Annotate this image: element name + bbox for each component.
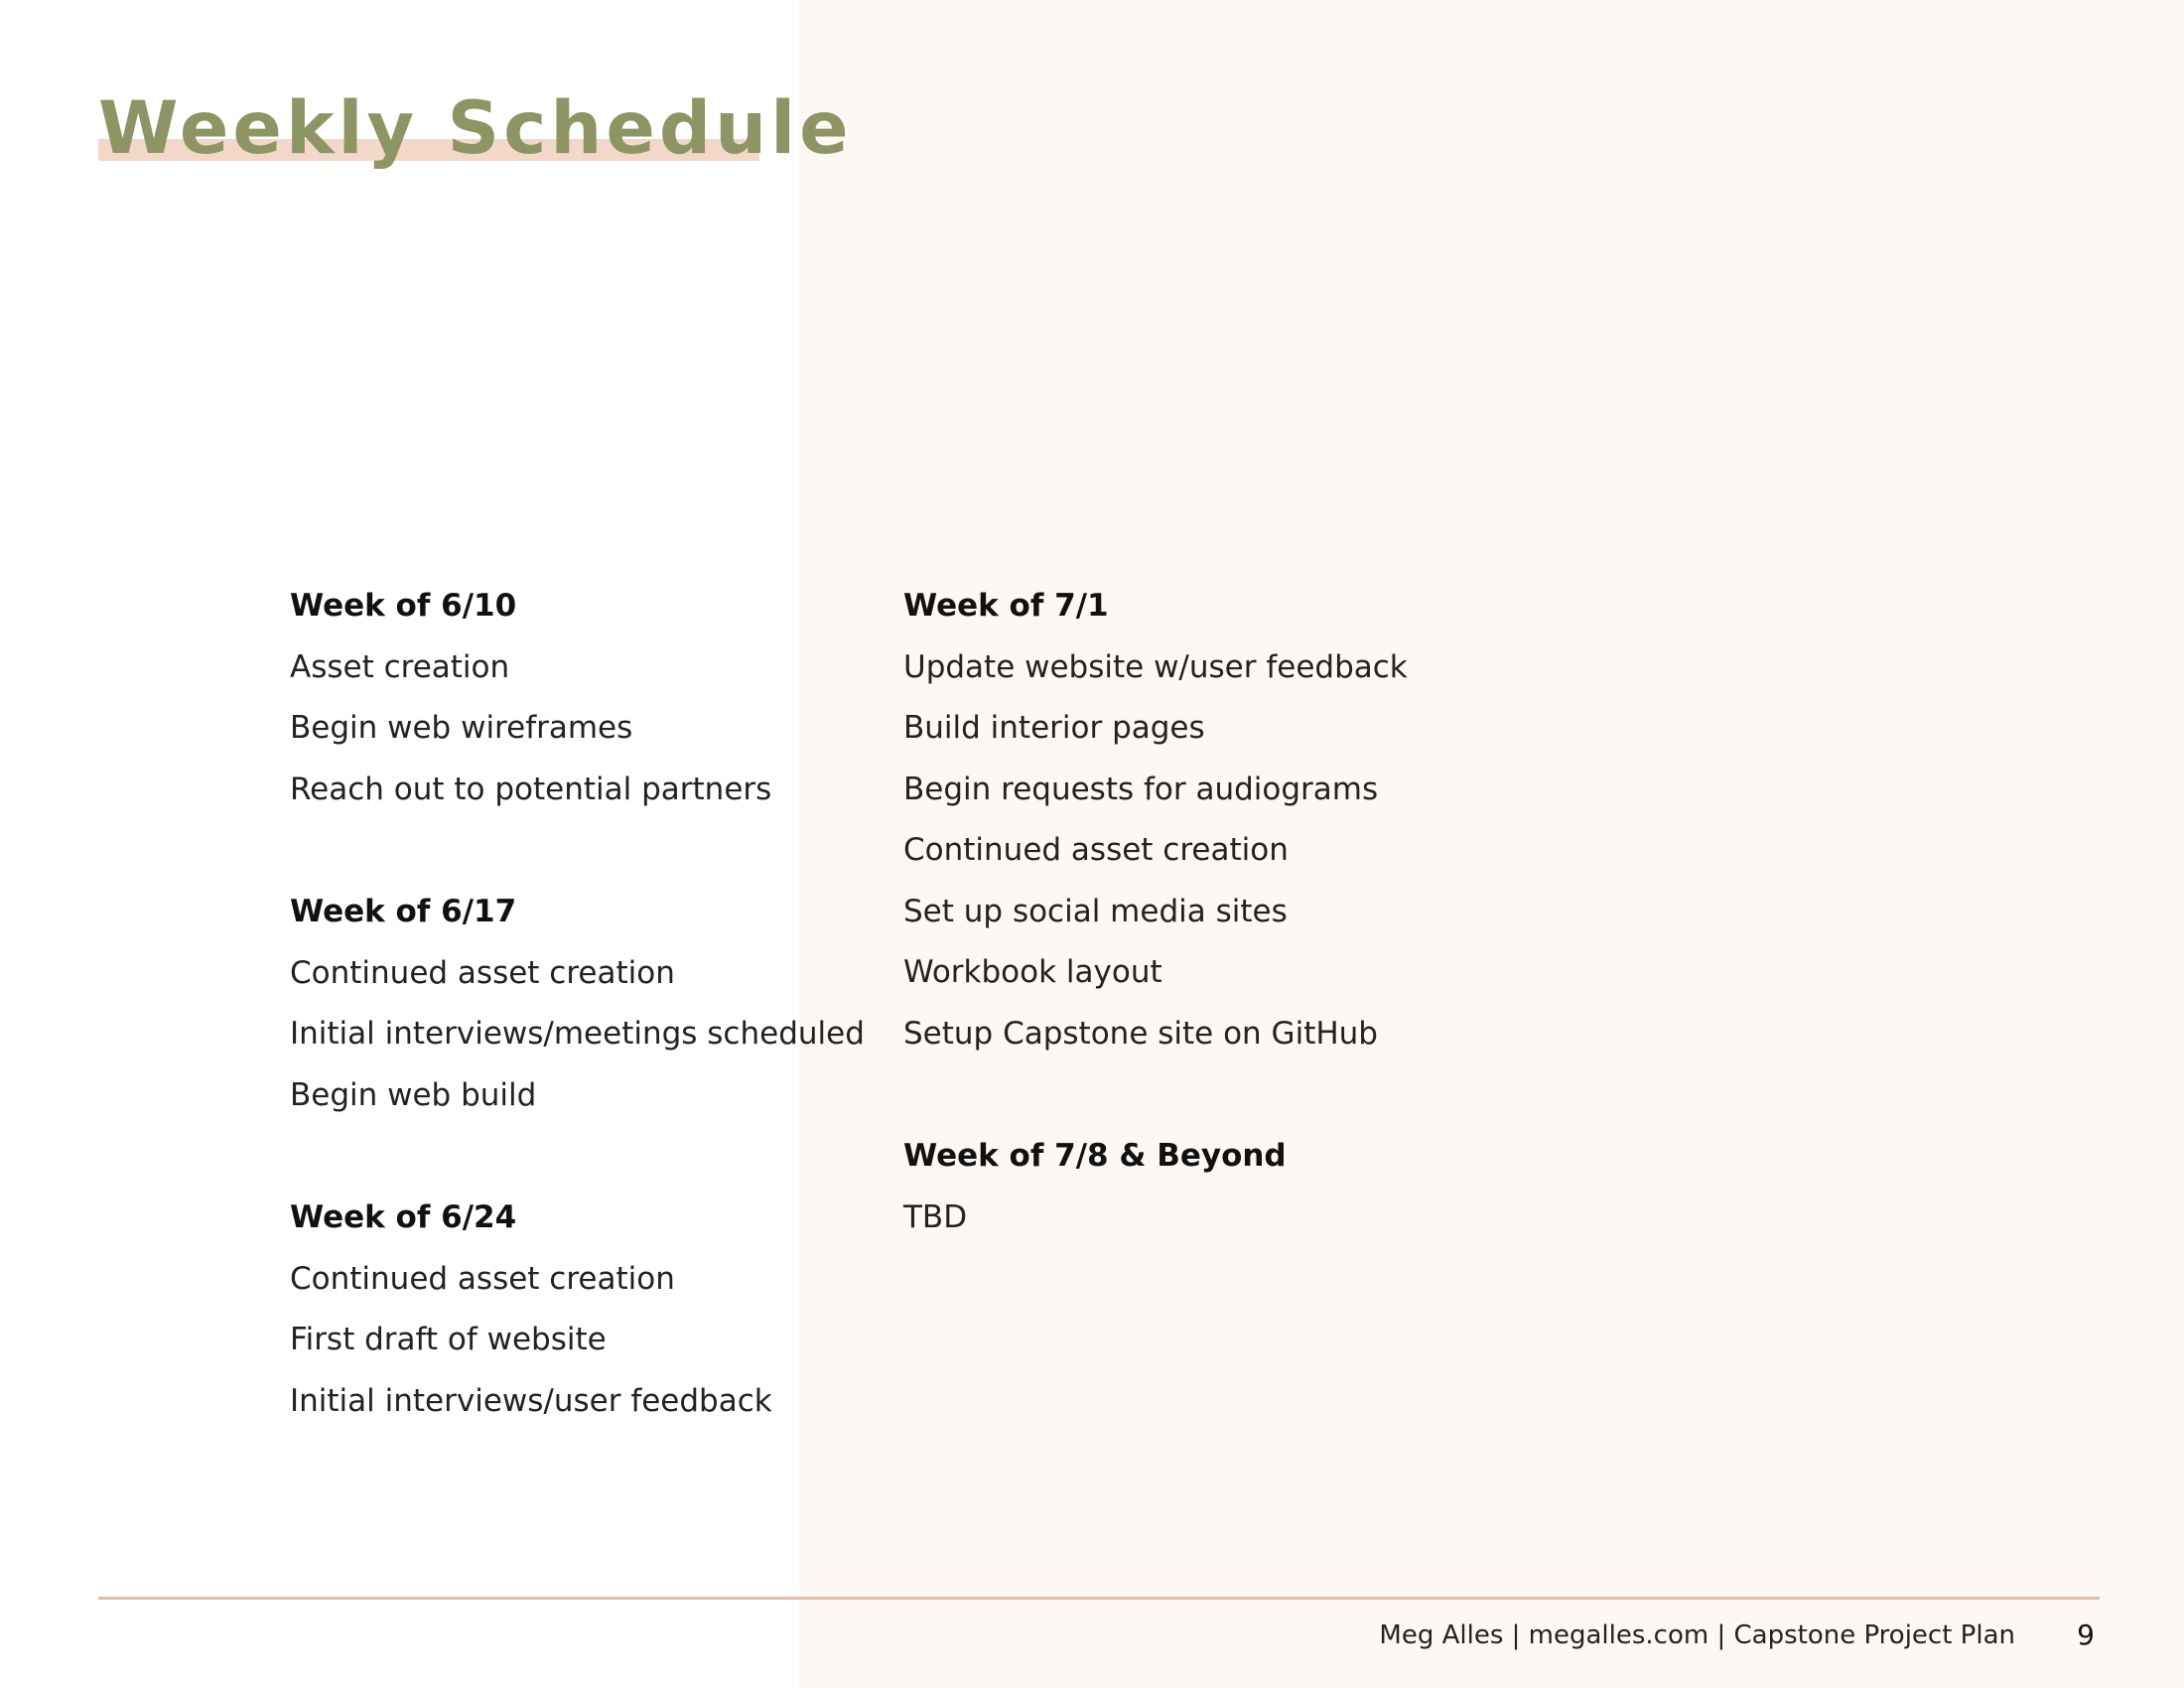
task-item: Setup Capstone site on GitHub: [903, 1015, 1378, 1052]
task-item: TBD: [903, 1198, 968, 1235]
week-block: [290, 1188, 865, 1432]
task-list: [903, 1188, 1408, 1249]
task-item: First draft of website: [290, 1322, 607, 1357]
title-block: [98, 85, 853, 175]
footer-credit: Meg Alles | megalles.com | Capstone Project Plan: [1379, 1620, 2015, 1650]
footer-divider: [98, 1597, 2100, 1600]
page-number: 9: [2077, 1618, 2095, 1651]
schedule-column-left: [290, 576, 865, 1493]
week-block: [290, 882, 865, 1126]
task-item: Build interior pages: [903, 710, 1205, 746]
task-item: Begin web build: [290, 1076, 537, 1113]
task-item: Continued asset creation: [290, 1260, 675, 1297]
page-title: Weekly Schedule: [98, 86, 853, 171]
task-item: Set up social media sites: [903, 893, 1288, 929]
week-heading: Week of 6/10: [290, 588, 517, 624]
week-heading: Week of 7/8 & Beyond: [903, 1138, 1287, 1174]
week-block: [290, 576, 865, 820]
schedule-column-right: [903, 576, 1408, 1310]
task-item: Initial interviews/meetings scheduled: [290, 1016, 865, 1052]
task-item: Continued asset creation: [290, 954, 675, 991]
week-heading: Week of 6/24: [290, 1199, 517, 1235]
task-list: [290, 943, 865, 1127]
week-block: [903, 1126, 1408, 1248]
task-item: Asset creation: [290, 648, 510, 685]
task-item: Begin requests for audiograms: [903, 771, 1379, 807]
task-list: [290, 1249, 865, 1433]
task-item: Workbook layout: [903, 954, 1162, 990]
week-heading: Week of 7/1: [903, 588, 1109, 624]
week-block: [903, 576, 1408, 1064]
task-list: [290, 637, 865, 821]
task-item: Begin web wireframes: [290, 710, 633, 746]
task-item: Continued asset creation: [903, 832, 1289, 868]
task-list: [903, 637, 1408, 1065]
week-heading: Week of 6/17: [290, 894, 517, 929]
task-item: Update website w/user feedback: [903, 648, 1408, 685]
task-item: Reach out to potential partners: [290, 771, 772, 807]
task-item: Initial interviews/user feedback: [290, 1382, 772, 1419]
